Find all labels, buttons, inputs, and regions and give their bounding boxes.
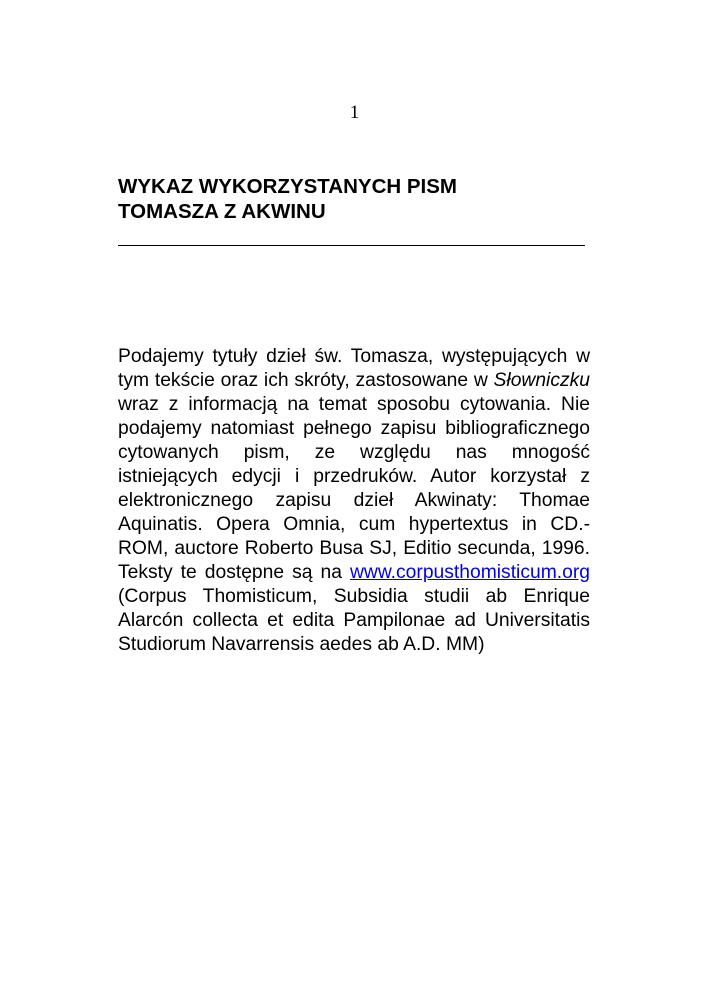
intro-text-part-1: Podajemy tytuły dzieł św. Tomasza, występujących w tym tekście oraz ich skróty, zastosowane w	[118, 346, 590, 391]
intro-text-part-3: (Corpus Thomisticum, Subsidia studii ab Enrique Alarcón collecta et edita Pampilonae ad Universitatis Studiorum Navarrensis aedes ab A.D. MM)	[118, 586, 590, 655]
intro-text-part-2: wraz z informacją na temat sposobu cytowania. Nie podajemy natomiast pełnego zapisu bibliograficznego cytowanych pism, ze względu nas mnogość istniejących edycji i przedruków. Autor korzystał z elektronicznego zapisu dzieł Akwinaty: Thomae Aquinatis. Opera Omnia, cum hypertextus in CD.-ROM, auctore Roberto Busa SJ, Editio secunda, 1996. Teksty te dostępne są na	[118, 394, 590, 583]
page-number: 1	[349, 102, 360, 123]
corpusthomisticum-link[interactable]: www.corpusthomisticum.org	[349, 562, 590, 583]
title-underline-divider	[118, 245, 585, 246]
page-title-line-1: WYKAZ WYKORZYSTANYCH PISM	[118, 175, 458, 198]
page-title-line-2: TOMASZA Z AKWINU	[118, 200, 326, 223]
intro-emphasis-slowniczku: Słowniczku	[493, 370, 590, 391]
intro-paragraph	[118, 345, 590, 657]
page-title	[118, 174, 598, 224]
